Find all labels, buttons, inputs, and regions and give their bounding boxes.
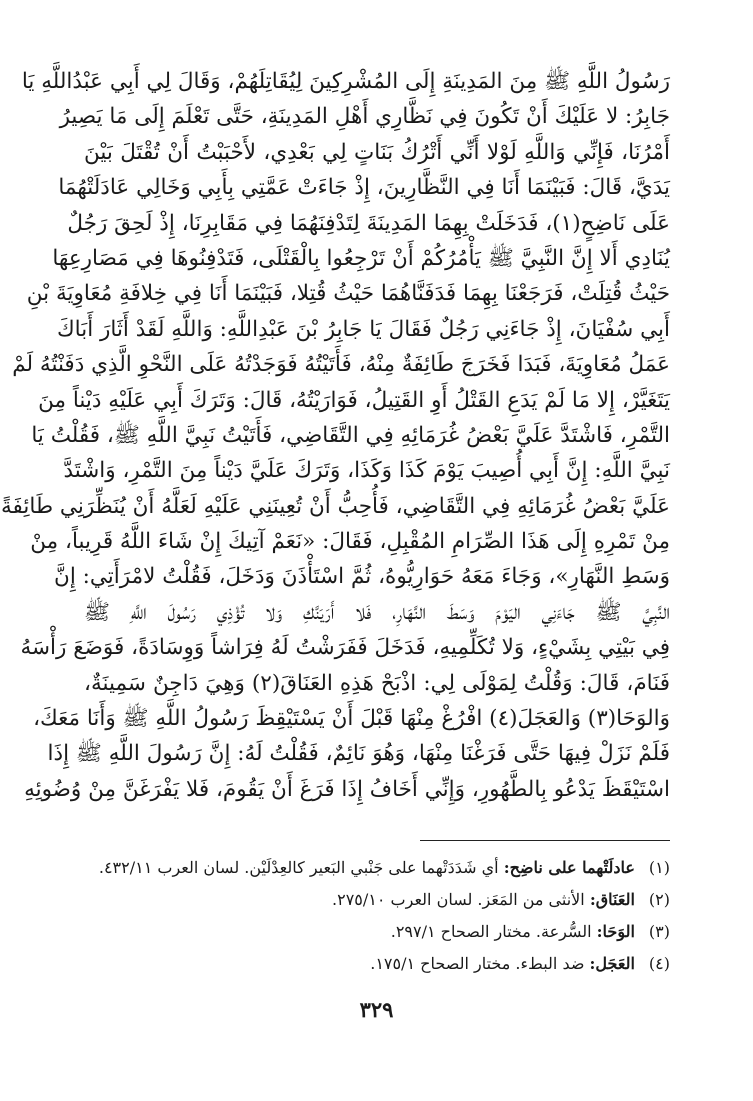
text-line: نَبِيَّ اللَّهِ: إِنَّ أَبِي أُصِيبَ يَوْمَ كَذَا وَكَذَا، وَتَرَكَ عَلَيَّ دَيْناً مِنَ التَّمْرِ، وَاشْتَدَّ xyxy=(63,458,670,484)
text-line: فَنَامَ، قَالَ: وَقُلْتُ لِمَوْلَى لِي: اذْبَحْ هَذِهِ العَنَاقَ(٢) وَهِيَ دَاجِنٌ سَمِينَةٌ، xyxy=(84,670,670,696)
footnote-text: الأنثى من المَعَز. لسان العرب ٢٧٥/١٠. xyxy=(332,890,585,909)
text-line: عَلَى نَاضِحٍ(١)، فَدَخَلَتْ بِهِمَا المَدِينَةَ لِتَدْفِنَهُمَا فِي مَقَابِرِنَا، إِذْ لَحِقَ رَجُلٌ xyxy=(67,210,670,236)
text-line: فِي بَيْتِي بِشَيْءٍ، وَلا تُكَلِّمِيهِ، فَدَخَلَ فَفَرَشْتُ لَهُ فِرَاشاً وَوِسَادَةً، فَوَضَعَ رَأْسَهُ xyxy=(20,635,670,661)
text-line: يُنَادِي أَلا إِنَّ النَّبِيَّ ﷺ يَأْمُرُكُمْ أَنْ تَرْجِعُوا بِالْقَتْلَى، فَتَدْفِنُوهَا فِي مَصَارِعِهَا xyxy=(52,245,670,271)
text-line: أَبِي سُفْيَانَ، إِذْ جَاءَنِي رَجُلٌ فَقَالَ يَا جَابِرُ بْنَ عَبْدِاللَّهِ: وَاللَّهِ لَقَدْ أَثَارَ أَبَاكَ xyxy=(56,316,670,342)
footnote xyxy=(84,884,670,916)
footnote xyxy=(84,916,670,948)
footnote-text: ضد البطء. مختار الصحاح ١٧٥/١. xyxy=(370,954,585,973)
text-line: أَمْرُنَا، فَإِنِّي وَاللَّهِ لَوْلا أَنِّي أَتْرُكُ بَنَاتٍ لِي بَعْدِي، لأَحْبَبْتُ أَنْ تُقْتَلَ بَيْنَ xyxy=(84,139,670,165)
footnote-term: العَجَل: xyxy=(589,954,635,973)
text-line: اسْتَيْقَظَ يَدْعُو بِالطَّهُورِ، وَإِنِّي أَخَافُ إِذَا فَرَغَ أَنْ يَقُومَ، فَلا يَفْرَغَنَّ مِنْ وُضُوئِهِ xyxy=(24,776,670,802)
footnote-number: (١) xyxy=(648,858,670,877)
footnote xyxy=(84,852,670,884)
text-line: حَيْثُ قُتِلَتْ، فَرَجَعْنَا بِهِمَا فَدَفَنَّاهُمَا حَيْثُ قُتِلا، فَبَيْنَمَا أَنَا فِي خِلافَةِ مُعَاوِيَةَ بْنِ xyxy=(26,281,670,307)
footnote-text: السُّرعة. مختار الصحاح ٢٩٧/١. xyxy=(390,922,592,941)
text-line: عَلَيَّ بَعْضُ غُرَمَائِهِ فِي التَّقَاضِي، فَأُحِبُّ أَنْ تُعِينَنِي عَلَيْهِ لَعَلَّهُ أَنْ يُنَظِّرَنِي طَائِفَةً xyxy=(1,493,670,519)
text-line: وَالوَحَا(٣) وَالعَجَلَ(٤) افْرُغْ مِنْهَا قَبْلَ أَنْ يَسْتَيْقِظَ رَسُولُ اللَّهِ ﷺ وَأَنَا مَعَكَ، xyxy=(33,706,670,732)
text-line: التَّمْرِ، فَاشْتَدَّ عَلَيَّ بَعْضُ غُرَمَائِهِ فِي التَّقَاضِي، فَأَتَيْتُ نَبِيَّ اللَّهِ ﷺ، فَقُلْتُ يَا xyxy=(31,422,670,448)
text-line: النَّبِيَّ ﷺ جَاءَنِي اليَوْمَ وَسَطَ النَّهَارِ، فَلا أَرَيَنَّكِ وَلا تُؤْذِي رَسُولَ اللَّهِ ﷺ xyxy=(84,599,670,625)
page-number: ٣٢٩ xyxy=(359,997,394,1022)
text-line: رَسُولُ اللَّهِ ﷺ مِنَ المَدِينَةِ إِلَى المُشْرِكِينَ لِيُقَاتِلَهُمْ، وَقَالَ لِي أَبِي عَبْدُاللَّهِ يَا xyxy=(21,69,670,94)
text-line: مِنْ تَمْرِهِ إِلَى هَذَا الصِّرَامِ المُقْبِلِ، فَقَالَ: «نَعَمْ آتِيكَ إِنْ شَاءَ اللَّهُ قَرِيباً، مِنْ xyxy=(30,529,670,555)
text-line: يَدَيَّ، قَالَ: فَبَيْنَمَا أَنَا فِي النَّظَّارِينَ، إِذْ جَاءَتْ عَمَّتِي بِأَبِي وَخَالِي عَادَلَتْهُمَا xyxy=(58,175,670,201)
footnote-number: (٤) xyxy=(648,954,670,973)
footnote-number: (٣) xyxy=(648,922,670,941)
text-line: عَمَلُ مُعَاوِيَةَ، فَبَدَا فَخَرَجَ طَائِفَةٌ مِنْهُ، فَأَتَيْتُهُ فَوَجَدْتُهُ عَلَى النَّحْوِ الَّذِي دَفَنْتُهُ لَمْ xyxy=(12,352,670,378)
text-line: يَتَغَيَّرْ، إِلا مَا لَمْ يَدَعِ القَتْلُ أَوِ القَتِيلُ، فَوَارَيْتُهُ، قَالَ: وَتَرَكَ أَبِي عَلَيْهِ دَيْناً مِنَ xyxy=(38,387,670,413)
footnote-number: (٢) xyxy=(648,890,670,909)
text-line: وَسَطِ النَّهَارِ»، وَجَاءَ مَعَهُ حَوَارِيُّوهُ، ثُمَّ اسْتَأْذَنَ وَدَخَلَ، فَقُلْتُ لامْرَأَتِي: إِنَّ xyxy=(54,564,670,590)
footnote-term: الوَحَا: xyxy=(596,922,635,941)
footnote xyxy=(84,948,670,980)
footnote-text: أي شَدَدَتْهما على جَنْبي البَعير كالعِدْلَيْن. لسان العرب ٤٣٢/١١. xyxy=(98,858,499,877)
footnotes xyxy=(84,852,670,980)
footnote-divider xyxy=(420,840,670,841)
text-line: فَلَمْ نَزَلْ فِيهَا حَتَّى فَرَغْنَا مِنْهَا، وَهُوَ نَائِمٌ، فَقُلْتُ لَهُ: إِنَّ رَسُولَ اللَّهِ ﷺ إِذَا xyxy=(47,741,670,767)
text-line: جَابِرُ: لا عَلَيْكَ أَنْ تَكُونَ فِي نَظَّارِي أَهْلِ المَدِينَةِ، حَتَّى تَعْلَمَ إِلَى مَا يَصِيرُ xyxy=(59,104,670,130)
footnote-term: عادلَتْهما على ناضِح: xyxy=(503,858,635,877)
main-text xyxy=(1,64,670,807)
footnote-term: العَنَاق: xyxy=(589,890,635,909)
